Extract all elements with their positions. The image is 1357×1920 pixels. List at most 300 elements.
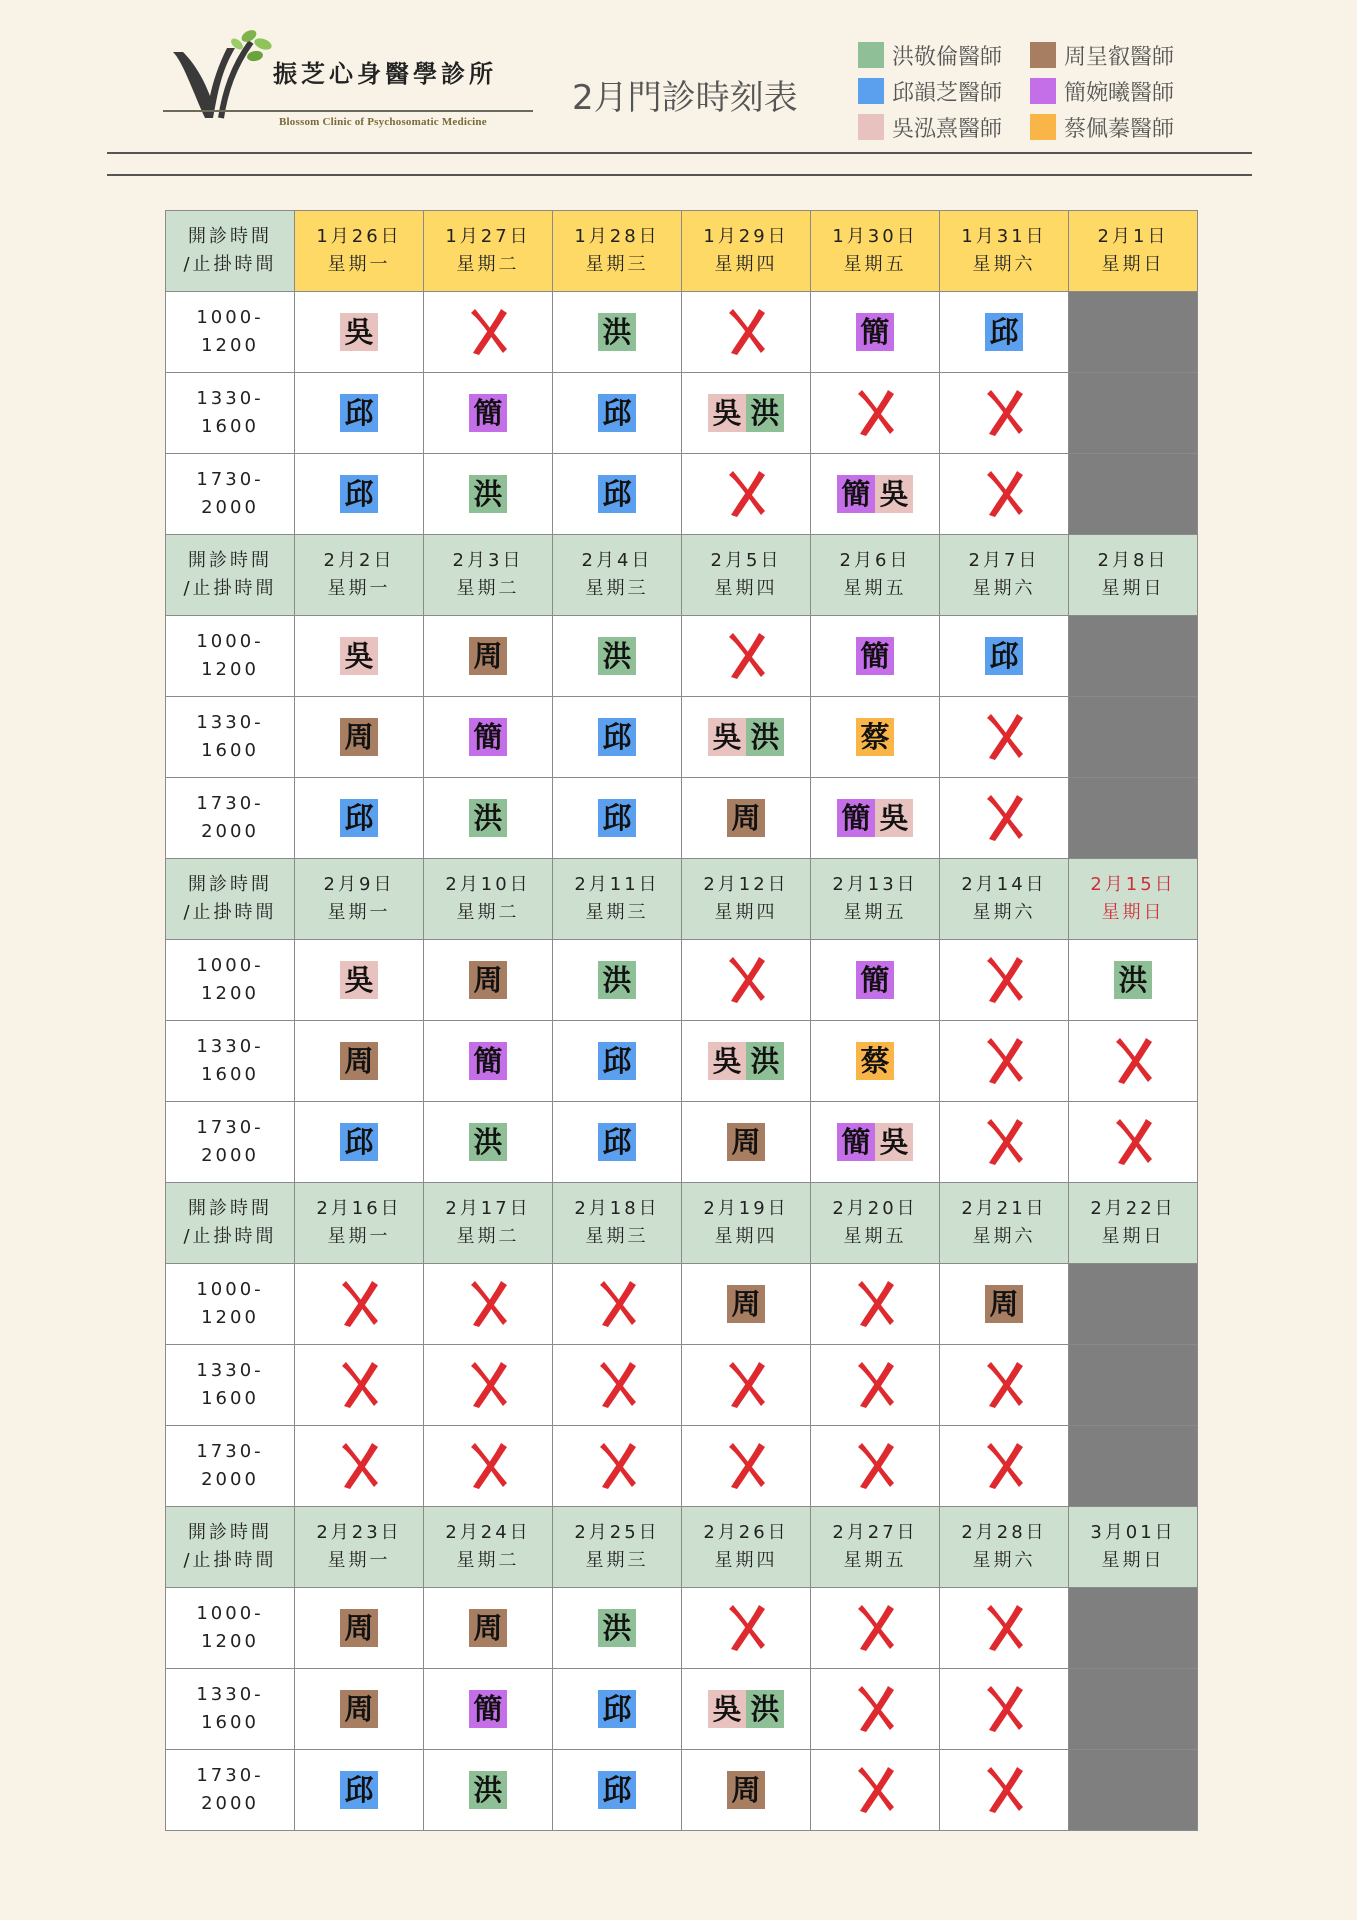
doctor-badge-jian: 簡 (469, 1042, 507, 1080)
day-date: 2月13日 (832, 874, 918, 895)
schedule-cell (295, 1750, 424, 1831)
day-date: 2月1日 (1097, 226, 1169, 247)
doctor-group (727, 801, 765, 835)
slot-row (166, 1669, 1198, 1750)
schedule-cell (1069, 1021, 1198, 1102)
schedule-cell (424, 1588, 553, 1669)
time-slot-line: 1730- (196, 1117, 264, 1138)
time-header-line: /止掛時間 (183, 1226, 277, 1247)
schedule-cell (811, 1588, 940, 1669)
day-header (811, 535, 940, 616)
time-slot-label (166, 616, 295, 697)
schedule-cell (811, 1102, 940, 1183)
doctor-badge-wu: 吳 (340, 637, 378, 675)
time-slot-line: 2000 (201, 1469, 259, 1490)
doctor-group (708, 396, 784, 430)
doctor-group (837, 477, 913, 511)
doctor-badge-hong: 洪 (469, 1123, 507, 1161)
day-header (1069, 1183, 1198, 1264)
day-header (553, 1507, 682, 1588)
time-header-line: 開診時間 (188, 1198, 272, 1219)
header-rule-top (107, 152, 1252, 154)
doctor-badge-zhou: 周 (727, 1771, 765, 1809)
unavailable-x-icon (983, 1360, 1025, 1410)
doctor-badge-zhou: 周 (340, 1609, 378, 1647)
day-date: 1月28日 (574, 226, 660, 247)
schedule-cell (940, 292, 1069, 373)
schedule-cell (553, 1426, 682, 1507)
schedule-cell (553, 697, 682, 778)
legend-item-hong (858, 40, 1002, 70)
day-header (940, 1507, 1069, 1588)
doctor-badge-jian: 簡 (469, 394, 507, 432)
doctor-badge-qiu: 邱 (598, 1690, 636, 1728)
day-header (811, 211, 940, 292)
legend-label: 邱韻芝醫師 (892, 80, 1003, 106)
legend-label: 周呈叡醫師 (1064, 44, 1175, 70)
schedule-cell (811, 454, 940, 535)
doctor-badge-qiu: 邱 (985, 313, 1023, 351)
doctor-group (727, 1773, 765, 1807)
closed-cell (1069, 1588, 1198, 1669)
day-weekday: 星期三 (585, 902, 649, 923)
time-column-header (166, 535, 295, 616)
day-date: 2月21日 (961, 1198, 1047, 1219)
schedule-cell (553, 1021, 682, 1102)
day-header (553, 535, 682, 616)
time-slot-line: 1330- (196, 1684, 264, 1705)
day-header (295, 1183, 424, 1264)
day-weekday: 星期四 (714, 578, 778, 599)
doctor-badge-hong: 洪 (598, 961, 636, 999)
day-header (682, 535, 811, 616)
schedule-cell (553, 778, 682, 859)
doctor-badge-jian: 簡 (837, 475, 875, 513)
slot-row (166, 1021, 1198, 1102)
unavailable-x-icon (338, 1360, 380, 1410)
day-weekday: 星期五 (843, 254, 907, 275)
doctor-badge-wu: 吳 (340, 313, 378, 351)
time-column-header (166, 1183, 295, 1264)
legend-item-wu (858, 112, 1002, 142)
clinic-logo (163, 22, 543, 132)
day-header (682, 1507, 811, 1588)
schedule-cell (295, 1669, 424, 1750)
schedule-cell (940, 1345, 1069, 1426)
slot-row (166, 373, 1198, 454)
doctor-badge-zhou: 周 (727, 799, 765, 837)
doctor-badge-zhou: 周 (340, 1690, 378, 1728)
doctor-badge-jian: 簡 (837, 799, 875, 837)
legend-swatch-wu (858, 114, 884, 140)
doctor-group (598, 963, 636, 997)
day-header (295, 535, 424, 616)
doctor-group (469, 639, 507, 673)
doctor-group (469, 720, 507, 754)
day-weekday: 星期二 (456, 578, 520, 599)
unavailable-x-icon (983, 1765, 1025, 1815)
schedule-cell (424, 778, 553, 859)
schedule-cell (424, 1750, 553, 1831)
schedule-cell (424, 292, 553, 373)
unavailable-x-icon (467, 1279, 509, 1329)
time-slot-line: 1600 (201, 416, 259, 437)
day-header (295, 211, 424, 292)
legend-label: 洪敬倫醫師 (892, 44, 1003, 70)
day-date: 2月28日 (961, 1522, 1047, 1543)
schedule-cell (553, 1102, 682, 1183)
closed-cell (1069, 1264, 1198, 1345)
day-date: 2月6日 (839, 550, 911, 571)
slot-row (166, 778, 1198, 859)
schedule-cell (682, 697, 811, 778)
doctor-badge-wu: 吳 (875, 799, 913, 837)
day-weekday: 星期六 (972, 902, 1036, 923)
schedule-cell (811, 1426, 940, 1507)
schedule-cell (940, 1264, 1069, 1345)
schedule-cell (811, 373, 940, 454)
unavailable-x-icon (854, 1603, 896, 1653)
day-header (940, 859, 1069, 940)
doctor-badge-jian: 簡 (856, 313, 894, 351)
schedule-cell (682, 292, 811, 373)
doctor-group (340, 477, 378, 511)
slot-row (166, 940, 1198, 1021)
legend-item-qiu (858, 76, 1002, 106)
day-header (295, 859, 424, 940)
doctor-badge-wu: 吳 (708, 1042, 746, 1080)
legend-label: 吳泓熹醫師 (892, 116, 1003, 142)
schedule-cell (940, 940, 1069, 1021)
doctor-group (985, 1287, 1023, 1321)
day-header (1069, 1507, 1198, 1588)
time-slot-line: 1600 (201, 740, 259, 761)
time-slot-label (166, 778, 295, 859)
doctor-badge-jian: 簡 (856, 637, 894, 675)
unavailable-x-icon (596, 1360, 638, 1410)
doctor-group (856, 315, 894, 349)
time-slot-label (166, 1264, 295, 1345)
time-slot-line: 1330- (196, 388, 264, 409)
schedule-cell (553, 1264, 682, 1345)
schedule-cell (1069, 1102, 1198, 1183)
day-header (424, 859, 553, 940)
doctor-group (598, 315, 636, 349)
schedule-cell (424, 697, 553, 778)
legend-item-jian (1030, 76, 1174, 106)
schedule-cell (424, 1102, 553, 1183)
unavailable-x-icon (854, 1360, 896, 1410)
unavailable-x-icon (338, 1441, 380, 1491)
time-header-line: 開診時間 (188, 1522, 272, 1543)
schedule-cell (553, 1750, 682, 1831)
doctor-group (469, 963, 507, 997)
clinic-name: 振芝心身醫學診所 (273, 59, 497, 88)
doctor-group (469, 1773, 507, 1807)
day-weekday: 星期一 (327, 578, 391, 599)
day-weekday: 星期一 (327, 254, 391, 275)
unavailable-x-icon (1112, 1036, 1154, 1086)
day-weekday: 星期六 (972, 578, 1036, 599)
time-slot-line: 1730- (196, 1441, 264, 1462)
day-header (682, 211, 811, 292)
time-slot-line: 1200 (201, 1307, 259, 1328)
unavailable-x-icon (725, 1441, 767, 1491)
doctor-badge-wu: 吳 (708, 718, 746, 756)
time-header-line: 開診時間 (188, 874, 272, 895)
day-date: 2月11日 (574, 874, 660, 895)
day-weekday: 星期四 (714, 254, 778, 275)
unavailable-x-icon (983, 1684, 1025, 1734)
day-weekday: 星期五 (843, 1226, 907, 1247)
doctor-badge-cai: 蔡 (856, 1042, 894, 1080)
time-header-line: 開診時間 (188, 226, 272, 247)
schedule-cell (424, 373, 553, 454)
day-date: 2月17日 (445, 1198, 531, 1219)
doctor-badge-jian: 簡 (469, 1690, 507, 1728)
doctor-badge-qiu: 邱 (598, 394, 636, 432)
schedule-cell (295, 940, 424, 1021)
doctor-group (340, 963, 378, 997)
schedule-cell (682, 454, 811, 535)
time-slot-line: 1600 (201, 1388, 259, 1409)
doctor-badge-qiu: 邱 (598, 1042, 636, 1080)
schedule-cell (940, 1750, 1069, 1831)
schedule-cell (553, 616, 682, 697)
doctor-badge-qiu: 邱 (598, 475, 636, 513)
day-date: 2月15日 (1090, 874, 1176, 895)
schedule-cell (553, 940, 682, 1021)
day-header (424, 1183, 553, 1264)
schedule-cell (682, 1588, 811, 1669)
time-slot-label (166, 1588, 295, 1669)
schedule-cell (424, 454, 553, 535)
schedule-cell (424, 1345, 553, 1426)
doctor-group (727, 1287, 765, 1321)
day-weekday: 星期三 (585, 1226, 649, 1247)
doctor-badge-hong: 洪 (469, 475, 507, 513)
doctor-group (469, 396, 507, 430)
doctor-group (469, 477, 507, 511)
time-slot-line: 1330- (196, 712, 264, 733)
doctor-group (598, 801, 636, 835)
closed-cell (1069, 697, 1198, 778)
doctor-group (598, 1692, 636, 1726)
schedule-cell (553, 373, 682, 454)
day-date: 2月24日 (445, 1522, 531, 1543)
legend-swatch-cai (1030, 114, 1056, 140)
schedule-cell (940, 373, 1069, 454)
doctor-group (856, 639, 894, 673)
doctor-group (340, 315, 378, 349)
day-weekday: 星期日 (1101, 578, 1165, 599)
page-title: 2月門診時刻表 (572, 78, 798, 118)
day-weekday: 星期二 (456, 254, 520, 275)
unavailable-x-icon (983, 1036, 1025, 1086)
week-header-row (166, 211, 1198, 292)
schedule-cell (811, 940, 940, 1021)
schedule-cell (682, 940, 811, 1021)
doctor-group (985, 315, 1023, 349)
unavailable-x-icon (983, 1441, 1025, 1491)
time-header-line: /止掛時間 (183, 1550, 277, 1571)
doctor-group (469, 1611, 507, 1645)
schedule-cell (553, 454, 682, 535)
day-date: 2月23日 (316, 1522, 402, 1543)
day-header (553, 1183, 682, 1264)
day-weekday: 星期四 (714, 1550, 778, 1571)
schedule-cell (940, 1102, 1069, 1183)
doctor-group (340, 720, 378, 754)
unavailable-x-icon (725, 307, 767, 357)
schedule-cell (295, 1021, 424, 1102)
slot-row (166, 292, 1198, 373)
schedule-cell (811, 778, 940, 859)
doctor-badge-qiu: 邱 (340, 799, 378, 837)
unavailable-x-icon (725, 1603, 767, 1653)
doctor-badge-qiu: 邱 (985, 637, 1023, 675)
leaf-v-logo-icon (163, 22, 283, 132)
doctor-group (598, 1611, 636, 1645)
week-header-row (166, 535, 1198, 616)
day-date: 1月27日 (445, 226, 531, 247)
day-weekday: 星期一 (327, 1550, 391, 1571)
doctor-group (469, 801, 507, 835)
day-date: 2月12日 (703, 874, 789, 895)
schedule-cell (295, 1588, 424, 1669)
time-slot-label (166, 292, 295, 373)
schedule-cell (424, 1426, 553, 1507)
day-header (940, 211, 1069, 292)
day-weekday: 星期三 (585, 578, 649, 599)
day-header (940, 1183, 1069, 1264)
unavailable-x-icon (467, 307, 509, 357)
doctor-badge-zhou: 周 (469, 637, 507, 675)
doctor-badge-hong: 洪 (469, 799, 507, 837)
schedule-cell (1069, 940, 1198, 1021)
doctor-group (985, 639, 1023, 673)
day-date: 1月29日 (703, 226, 789, 247)
day-weekday: 星期二 (456, 1550, 520, 1571)
day-header (295, 1507, 424, 1588)
doctor-group (598, 1773, 636, 1807)
logo-divider (163, 110, 533, 112)
doctor-group (708, 1044, 784, 1078)
time-slot-line: 1000- (196, 1603, 264, 1624)
time-slot-label (166, 940, 295, 1021)
day-weekday: 星期三 (585, 254, 649, 275)
schedule-cell (682, 1345, 811, 1426)
doctor-badge-cai: 蔡 (856, 718, 894, 756)
doctor-badge-zhou: 周 (469, 961, 507, 999)
doctor-badge-hong: 洪 (469, 1771, 507, 1809)
doctor-group (598, 720, 636, 754)
doctor-badge-jian: 簡 (856, 961, 894, 999)
day-date: 1月26日 (316, 226, 402, 247)
day-date: 2月27日 (832, 1522, 918, 1543)
schedule-cell (295, 292, 424, 373)
doctor-group (469, 1125, 507, 1159)
schedule-cell (940, 697, 1069, 778)
schedule-cell (940, 616, 1069, 697)
closed-cell (1069, 1669, 1198, 1750)
doctor-badge-zhou: 周 (727, 1123, 765, 1161)
legend-swatch-hong (858, 42, 884, 68)
day-date: 2月14日 (961, 874, 1047, 895)
slot-row (166, 1345, 1198, 1426)
day-date: 2月18日 (574, 1198, 660, 1219)
legend-item-cai (1030, 112, 1174, 142)
doctor-badge-wu: 吳 (708, 394, 746, 432)
unavailable-x-icon (983, 955, 1025, 1005)
legend-item-zhou (1030, 40, 1174, 70)
unavailable-x-icon (983, 388, 1025, 438)
doctor-group (1114, 963, 1152, 997)
day-header (424, 211, 553, 292)
unavailable-x-icon (1112, 1117, 1154, 1167)
doctor-badge-wu: 吳 (340, 961, 378, 999)
schedule-cell (682, 778, 811, 859)
time-slot-label (166, 1021, 295, 1102)
doctor-badge-qiu: 邱 (340, 475, 378, 513)
day-date: 2月4日 (581, 550, 653, 571)
schedule-cell (811, 1021, 940, 1102)
schedule-cell (940, 1426, 1069, 1507)
schedule-cell (553, 1345, 682, 1426)
doctor-badge-qiu: 邱 (598, 1123, 636, 1161)
unavailable-x-icon (983, 1603, 1025, 1653)
legend-swatch-qiu (858, 78, 884, 104)
day-header (940, 535, 1069, 616)
schedule-cell (295, 1264, 424, 1345)
day-weekday: 星期六 (972, 1226, 1036, 1247)
doctor-badge-qiu: 邱 (340, 394, 378, 432)
time-slot-label (166, 454, 295, 535)
day-date: 2月20日 (832, 1198, 918, 1219)
time-slot-line: 1200 (201, 335, 259, 356)
doctor-group (340, 1611, 378, 1645)
doctor-group (340, 1044, 378, 1078)
time-slot-line: 1730- (196, 793, 264, 814)
doctor-group (727, 1125, 765, 1159)
day-header (1069, 859, 1198, 940)
day-weekday: 星期六 (972, 254, 1036, 275)
doctor-badge-hong: 洪 (746, 1042, 784, 1080)
unavailable-x-icon (854, 388, 896, 438)
doctor-group (598, 1044, 636, 1078)
day-date: 2月7日 (968, 550, 1040, 571)
doctor-badge-zhou: 周 (727, 1285, 765, 1323)
time-slot-label (166, 1102, 295, 1183)
time-column-header (166, 211, 295, 292)
schedule-cell (295, 454, 424, 535)
time-header-line: /止掛時間 (183, 578, 277, 599)
unavailable-x-icon (725, 631, 767, 681)
schedule-cell (682, 1264, 811, 1345)
doctor-badge-wu: 吳 (708, 1690, 746, 1728)
unavailable-x-icon (854, 1441, 896, 1491)
schedule-cell (424, 1669, 553, 1750)
time-slot-label (166, 1426, 295, 1507)
schedule-cell (940, 1588, 1069, 1669)
closed-cell (1069, 778, 1198, 859)
doctor-badge-jian: 簡 (469, 718, 507, 756)
day-header (553, 211, 682, 292)
time-column-header (166, 1507, 295, 1588)
slot-row (166, 1102, 1198, 1183)
time-header-line: /止掛時間 (183, 254, 277, 275)
day-date: 2月10日 (445, 874, 531, 895)
